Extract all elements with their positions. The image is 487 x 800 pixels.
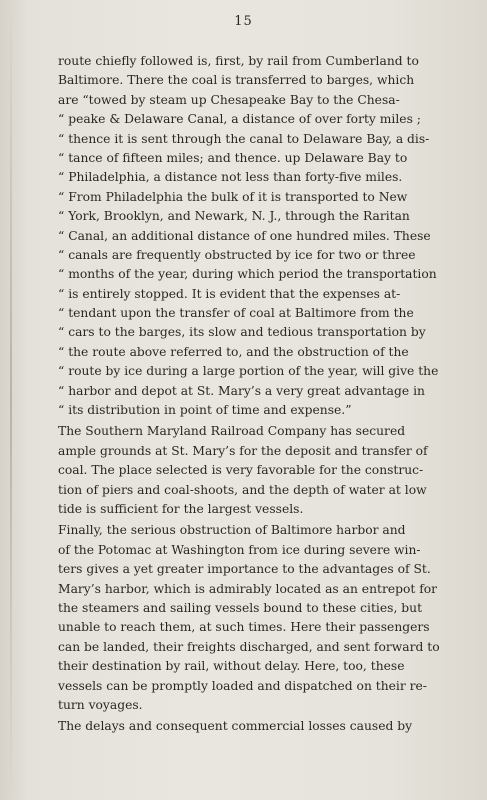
text-line: Baltimore. There the coal is transferred to barges, which — [58, 73, 415, 88]
text-line: vessels can be promptly loaded and dispatched on their re- — [58, 678, 427, 693]
text-line: turn voyages. — [58, 697, 143, 712]
text-line: “ is entirely stopped. It is evident that the expenses at- — [58, 286, 401, 301]
text-line: their destination by rail, without delay. Here, too, these — [58, 659, 405, 674]
text-line: “ peake & Delaware Canal, a distance of over forty miles ; — [58, 112, 421, 127]
text-line: “ York, Brooklyn, and Newark, N. J., through the Raritan — [58, 209, 410, 224]
text-line: “ its distribution in point of time and expense.” — [58, 403, 352, 418]
body-text — [58, 52, 476, 737]
text-line: “ From Philadelphia the bulk of it is transported to New — [58, 189, 408, 204]
text-line: “ route by ice during a large portion of the year, will give the — [58, 364, 439, 379]
text-line: tion of piers and coal-shoots, and the depth of water at low — [58, 482, 427, 497]
text-line: Mary’s harbor, which is admirably located as an entrepot for — [58, 581, 438, 596]
text-line: route chiefly followed is, first, by rail from Cumberland to — [58, 54, 419, 68]
text-line: “ Philadelphia, a distance not less than forty-five miles. — [58, 170, 403, 185]
text-line: are “towed by steam up Chesapeake Bay to the Chesa- — [58, 92, 400, 107]
text-line: “ months of the year, during which period the transportation — [58, 267, 437, 282]
text-line: ters gives a yet greater importance to the advantages of St. — [58, 562, 431, 577]
text-line: “ tendant upon the transfer of coal at Baltimore from the — [58, 306, 414, 321]
text-line: The delays and consequent commercial losses caused by — [58, 719, 413, 734]
text-line: Finally, the serious obstruction of Baltimore harbor and — [58, 523, 406, 538]
text-line: “ tance of fifteen miles; and thence. up Delaware Bay to — [58, 150, 408, 165]
text-line: “ Canal, an additional distance of one hundred miles. These — [58, 228, 431, 243]
page-crease-shadow — [10, 0, 12, 800]
text-line: unable to reach them, at such times. Here their passengers — [58, 620, 430, 635]
text-line: can be landed, their freights discharged, and sent forward to — [58, 639, 440, 654]
text-line: “ canals are frequently obstructed by ice for two or three — [58, 247, 416, 262]
text-line: ample grounds at St. Mary’s for the deposit and transfer of — [58, 443, 428, 458]
text-line: The Southern Maryland Railroad Company has secured — [58, 424, 406, 439]
text-line: “ harbor and depot at St. Mary’s a very great advantage in — [58, 383, 425, 398]
text-line: the steamers and sailing vessels bound to these cities, but — [58, 600, 423, 615]
text-line: “ thence it is sent through the canal to Delaware Bay, a dis- — [58, 131, 430, 146]
text-line: of the Potomac at Washington from ice during severe win- — [58, 542, 421, 557]
text-line: tide is sufficient for the largest vessels. — [58, 501, 304, 516]
page-number: 15 — [234, 14, 253, 29]
text-line: “ cars to the barges, its slow and tedious transportation by — [58, 325, 426, 340]
text-line: “ the route above referred to, and the obstruction of the — [58, 344, 409, 359]
text-line: coal. The place selected is very favorable for the construc- — [58, 463, 424, 478]
